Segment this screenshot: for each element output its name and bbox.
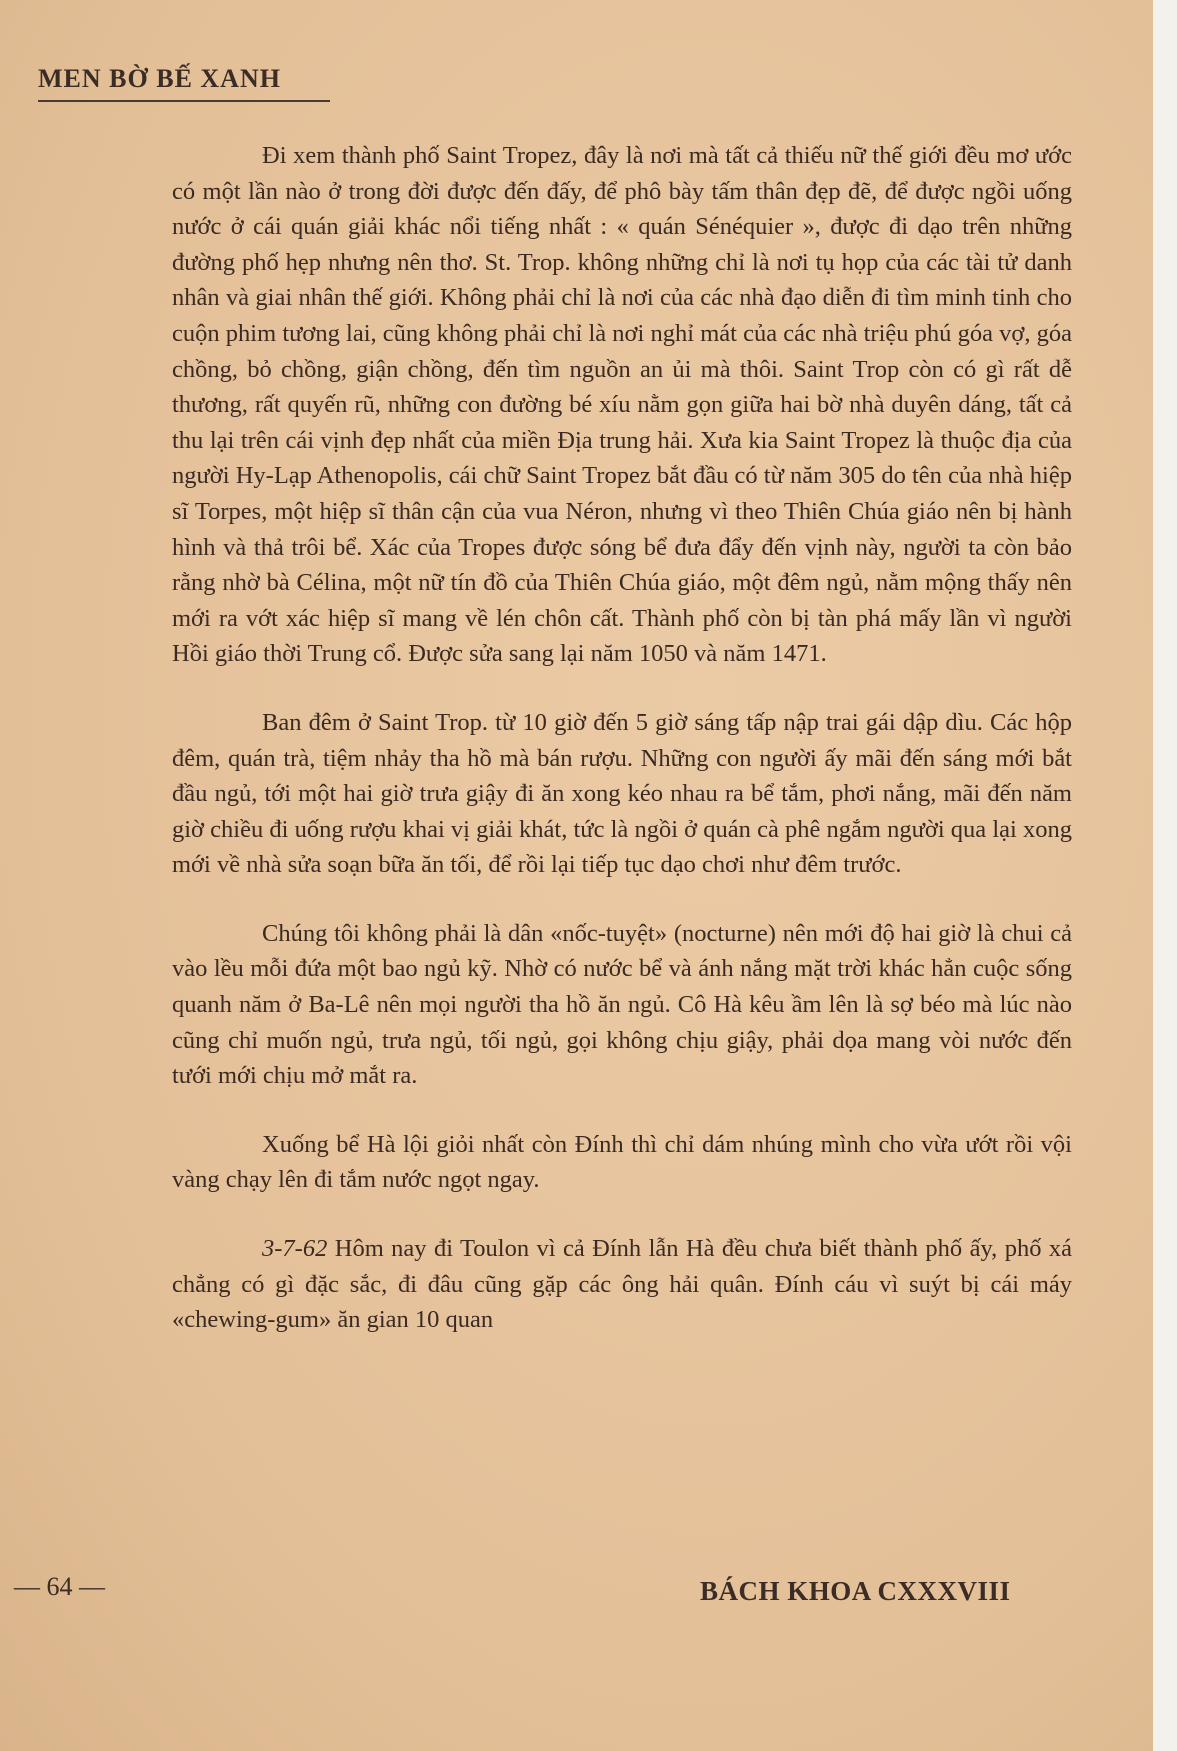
body-text [172,138,1072,1338]
paragraph-4: Xuống bể Hà lội giỏi nhất còn Đính thì chỉ dám nhúng mình cho vừa ướt rồi vội vàng chạy lên đi tắm nước ngọt ngay. [172,1130,1072,1194]
running-title: MEN BỜ BẾ XANH [38,64,281,93]
header-rule [38,100,330,102]
page-number: — 64 — [14,1572,105,1601]
paragraph-1: Đi xem thành phố Saint Tropez, đây là nơi mà tất cả thiếu nữ thế giới đều mơ ước có một lần nào ở trong đời được đến đấy, để phô bày tấm thân đẹp đẽ, để được ngồi uống nước ở cái quán giải khác nổi tiếng nhất : « quán Sénéquier », được đi dạo trên những đường phố hẹp nhưng nên thơ. St. Trop. không những chỉ là nơi tụ họp của các tài tử danh nhân và giai nhân thế giới. Không phải chỉ là nơi của các nhà đạo diễn đi tìm minh tinh cho cuộn phim tương lai, cũng không phải chỉ là nơi nghỉ mát của các nhà triệu phú góa vợ, góa chồng, bỏ chồng, giận chồng, đến tìm nguồn an ủi mà thôi. Saint Trop còn có gì rất dễ thương, rất quyến rũ, những con đường bé xíu nằm gọn giữa hai bờ nhà duyên dáng, tất cả thu lại trên cái vịnh đẹp nhất của miền Địa trung hải. Xưa kia Saint Tropez là thuộc địa của người Hy-Lạp Athenopolis, cái chữ Saint Tropez bắt đầu có từ năm 305 do tên của nhà hiệp sĩ Torpes, một hiệp sĩ thân cận của vua Néron, nhưng vì theo Thiên Chúa giáo nên bị hành hình và thả trôi bể. Xác của Tropes được sóng bể đưa đẩy đến vịnh này, người ta còn bảo rằng nhờ bà Célina, một nữ tín đồ của Thiên Chúa giáo, một đêm ngủ, nằm mộng thấy nên mới ra vớt xác hiệp sĩ mang về lén chôn cất. Thành phố còn bị tàn phá mấy lần vì người Hồi giáo thời Trung cổ. Được sửa sang lại năm 1050 và năm 1471. [172,142,1072,668]
paragraph-2: Ban đêm ở Saint Trop. từ 10 giờ đến 5 giờ sáng tấp nập trai gái dập dìu. Các hộp đêm, quán trà, tiệm nhảy tha hồ mà bán rượu. Những con người ấy mãi đến sáng mới bắt đầu ngủ, tới một hai giờ trưa giậy đi ăn xong kéo nhau ra bể tắm, phơi nắng, mãi đến năm giờ chiều đi uống rượu khai vị giải khát, tức là ngồi ở quán cà phê ngắm người qua lại xong mới về nhà sửa soạn bữa ăn tối, để rồi lại tiếp tục dạo chơi như đêm trước. [172,708,1072,879]
paragraph-5 [172,1231,1072,1338]
paragraph-5-text: Hôm nay đi Toulon vì cả Đính lẫn Hà đều chưa biết thành phố ấy, phố xá chẳng có gì đặc sắc, đi đâu cũng gặp các ông hải quân. Đính cáu vì suýt bị cái máy «chewing-gum» ăn gian 10 quan [172,1235,1072,1334]
paragraph-3: Chúng tôi không phải là dân «nốc-tuyệt» (nocturne) nên mới độ hai giờ là chui cả vào lều mỗi đứa một bao ngủ kỹ. Nhờ có nước bể và ánh nắng mặt trời khác hẳn cuộc sống quanh năm ở Ba-Lê nên mọi người tha hồ ăn ngủ. Cô Hà kêu ầm lên là sợ béo mà lúc nào cũng chỉ muốn ngủ, trưa ngủ, tối ngủ, gọi không chịu giậy, phải dọa mang vòi nước đến tưới mới chịu mở mắt ra. [172,919,1072,1090]
publication-title: BÁCH KHOA CXXXVIII [700,1576,1011,1606]
diary-date: 3-7-62 [262,1235,328,1263]
scan-edge [1153,0,1177,1751]
